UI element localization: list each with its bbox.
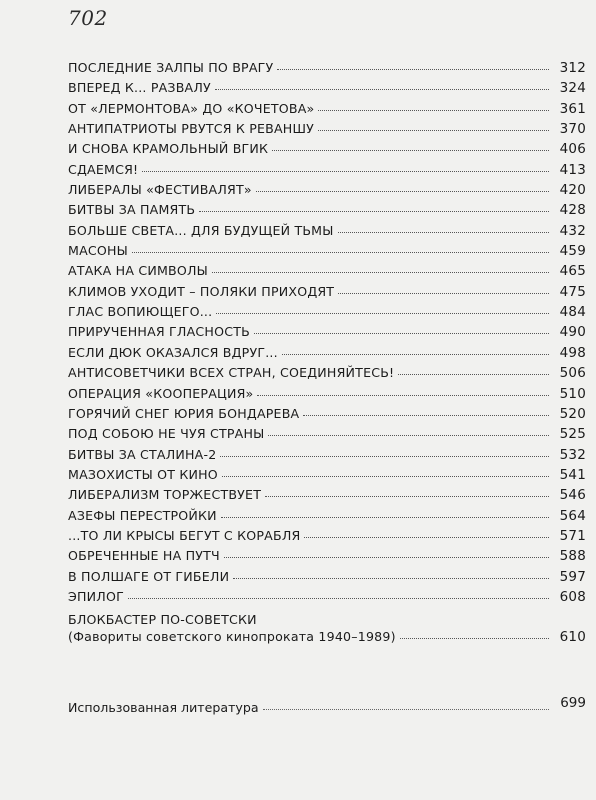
toc-entry-page: 520 bbox=[559, 405, 586, 422]
toc-entry-subtitle-row bbox=[68, 629, 586, 649]
toc-entry-page: 506 bbox=[559, 365, 586, 382]
toc-entry-page: 361 bbox=[559, 100, 586, 117]
toc-entry bbox=[68, 528, 586, 548]
toc-entry-page: 532 bbox=[559, 446, 586, 463]
dot-leader bbox=[257, 395, 549, 396]
toc-entry-title: АНТИПАТРИОТЫ РВУТСЯ К РЕВАНШУ bbox=[68, 121, 315, 137]
dot-leader bbox=[338, 293, 549, 294]
toc-entry-title: АТАКА НА СИМВОЛЫ bbox=[68, 263, 208, 279]
dot-leader bbox=[318, 110, 549, 111]
toc-entry-title: ЕСЛИ ДЮК ОКАЗАЛСЯ ВДРУГ... bbox=[68, 344, 278, 360]
dot-leader bbox=[216, 313, 549, 314]
toc-entry bbox=[68, 569, 586, 589]
toc-entry bbox=[68, 243, 586, 263]
toc-entry-title: ОТ «ЛЕРМОНТОВА» ДО «КОЧЕТОВА» bbox=[68, 100, 315, 116]
toc-entry-title: Использованная литература bbox=[68, 700, 259, 715]
toc-entry bbox=[68, 426, 586, 446]
toc-entry-page: 413 bbox=[559, 161, 586, 178]
toc-entry bbox=[68, 304, 586, 324]
dot-leader bbox=[199, 211, 549, 212]
toc-entry bbox=[68, 223, 586, 243]
toc-entry bbox=[68, 202, 586, 222]
toc-entry bbox=[68, 162, 586, 182]
dot-leader bbox=[222, 476, 549, 477]
dot-leader bbox=[224, 557, 549, 558]
toc-entry-title: ОБРЕЧЕННЫЕ НА ПУТЧ bbox=[68, 548, 220, 564]
toc-entry-page: 498 bbox=[559, 344, 586, 361]
toc-entry-page: 525 bbox=[559, 426, 586, 443]
toc-entry bbox=[68, 406, 586, 426]
toc-entry-page: 312 bbox=[559, 60, 586, 76]
toc-entry-title: БОЛЬШЕ СВЕТА... ДЛЯ БУДУЩЕЙ ТЬМЫ bbox=[68, 222, 334, 238]
dot-leader bbox=[132, 252, 549, 253]
dot-leader bbox=[272, 150, 549, 151]
toc-entry bbox=[68, 589, 586, 609]
toc-entry-page: 564 bbox=[559, 507, 586, 524]
toc-entry-title: СДАЕМСЯ! bbox=[68, 161, 139, 177]
toc-entry-page: 610 bbox=[559, 629, 586, 646]
toc-entry-title: БИТВЫ ЗА ПАМЯТЬ bbox=[68, 202, 196, 218]
toc-entry-blockbuster bbox=[68, 611, 586, 649]
toc-entry bbox=[68, 548, 586, 568]
toc-entry bbox=[68, 487, 586, 507]
table-of-contents bbox=[68, 60, 586, 649]
toc-entry-title: АЗЕФЫ ПЕРЕСТРОЙКИ bbox=[68, 507, 217, 523]
toc-entry-page: 546 bbox=[559, 487, 586, 504]
dot-leader bbox=[256, 191, 549, 192]
toc-entry-page: 459 bbox=[559, 243, 586, 260]
toc-entry bbox=[68, 121, 586, 141]
toc-entry-page: 484 bbox=[559, 304, 586, 321]
toc-entry-title: БЛОКБАСТЕР ПО-СОВЕТСКИ bbox=[68, 612, 257, 628]
toc-entry-title: ЛИБЕРАЛИЗМ ТОРЖЕСТВУЕТ bbox=[68, 487, 262, 503]
toc-entry-subtitle: (Фавориты советского кинопроката 1940–1989) bbox=[68, 629, 396, 645]
toc-entry bbox=[68, 467, 586, 487]
toc-entry-title: ГОРЯЧИЙ СНЕГ ЮРИЯ БОНДАРЕВА bbox=[68, 405, 300, 421]
toc-entry bbox=[68, 386, 586, 406]
toc-entry-title: В ПОЛШАГЕ ОТ ГИБЕЛИ bbox=[68, 568, 230, 584]
dot-leader bbox=[303, 415, 549, 416]
dot-leader bbox=[220, 456, 549, 457]
toc-entry bbox=[68, 284, 586, 304]
toc-entry-page: 571 bbox=[559, 527, 586, 544]
toc-entry-title: И СНОВА КРАМОЛЬНЫЙ ВГИК bbox=[68, 141, 269, 157]
toc-entry-page: 432 bbox=[559, 222, 586, 239]
toc-entry bbox=[68, 365, 586, 385]
toc-entry bbox=[68, 80, 586, 100]
toc-entry-page: 541 bbox=[559, 466, 586, 483]
page-number: 702 bbox=[68, 6, 108, 30]
toc-entry-title: КЛИМОВ УХОДИТ – ПОЛЯКИ ПРИХОДЯТ bbox=[68, 283, 335, 299]
toc-entry bbox=[68, 324, 586, 344]
dot-leader bbox=[304, 537, 549, 538]
toc-entry-page: 428 bbox=[559, 202, 586, 219]
toc-entry-title: ПРИРУЧЕННАЯ ГЛАСНОСТЬ bbox=[68, 324, 250, 340]
dot-leader bbox=[142, 171, 549, 172]
toc-entry bbox=[68, 345, 586, 365]
toc-entry-title: МАСОНЫ bbox=[68, 243, 128, 259]
toc-entry bbox=[68, 101, 586, 121]
dot-leader bbox=[398, 374, 549, 375]
dot-leader bbox=[212, 272, 549, 273]
toc-entry bbox=[68, 60, 586, 80]
toc-entry-page: 324 bbox=[559, 80, 586, 97]
dot-leader bbox=[400, 638, 549, 639]
dot-leader bbox=[215, 89, 549, 90]
toc-entry-title: МАЗОХИСТЫ ОТ КИНО bbox=[68, 466, 218, 482]
toc-entry-bibliography bbox=[68, 695, 586, 716]
toc-entry-page: 588 bbox=[559, 548, 586, 565]
toc-entry-page: 699 bbox=[560, 695, 586, 711]
toc-entry-page: 420 bbox=[559, 182, 586, 199]
dot-leader bbox=[268, 435, 549, 436]
dot-leader bbox=[221, 517, 549, 518]
toc-entry-title: ПОСЛЕДНИЕ ЗАЛПЫ ПО ВРАГУ bbox=[68, 60, 274, 75]
dot-leader bbox=[265, 496, 549, 497]
toc-entry-page: 475 bbox=[559, 283, 586, 300]
toc-entry-page: 490 bbox=[559, 324, 586, 341]
toc-entry bbox=[68, 141, 586, 161]
toc-entry-page: 597 bbox=[559, 568, 586, 585]
toc-entry-title: АНТИСОВЕТЧИКИ ВСЕХ СТРАН, СОЕДИНЯЙТЕСЬ! bbox=[68, 365, 395, 381]
toc-entry-page: 465 bbox=[559, 263, 586, 280]
dot-leader bbox=[128, 598, 549, 599]
dot-leader bbox=[318, 130, 549, 131]
toc-entry-title: ОПЕРАЦИЯ «КООПЕРАЦИЯ» bbox=[68, 385, 254, 401]
toc-entry-title: ...ТО ЛИ КРЫСЫ БЕГУТ С КОРАБЛЯ bbox=[68, 527, 301, 543]
dot-leader bbox=[277, 69, 549, 70]
toc-entry-title: ЛИБЕРАЛЫ «ФЕСТИВАЛЯТ» bbox=[68, 182, 252, 198]
dot-leader bbox=[263, 709, 549, 710]
toc-entry-title: ПОД СОБОЮ НЕ ЧУЯ СТРАНЫ bbox=[68, 426, 265, 442]
toc-entry-page: 510 bbox=[559, 385, 586, 402]
toc-entry bbox=[68, 447, 586, 467]
toc-entry-page: 406 bbox=[559, 141, 586, 158]
toc-entry-title: ВПЕРЕД К... РАЗВАЛУ bbox=[68, 80, 211, 96]
toc-entry-page: 608 bbox=[559, 588, 586, 605]
dot-leader bbox=[338, 232, 549, 233]
toc-entry-page: 370 bbox=[559, 121, 586, 138]
dot-leader bbox=[254, 333, 549, 334]
dot-leader bbox=[233, 578, 549, 579]
toc-entry-title: ЭПИЛОГ bbox=[68, 588, 124, 604]
toc-entry-title: БИТВЫ ЗА СТАЛИНА-2 bbox=[68, 446, 217, 462]
toc-entry bbox=[68, 182, 586, 202]
toc-entry bbox=[68, 263, 586, 283]
dot-leader bbox=[282, 354, 549, 355]
toc-entry-title: ГЛАС ВОПИЮЩЕГО... bbox=[68, 304, 213, 320]
toc-entry bbox=[68, 508, 586, 528]
